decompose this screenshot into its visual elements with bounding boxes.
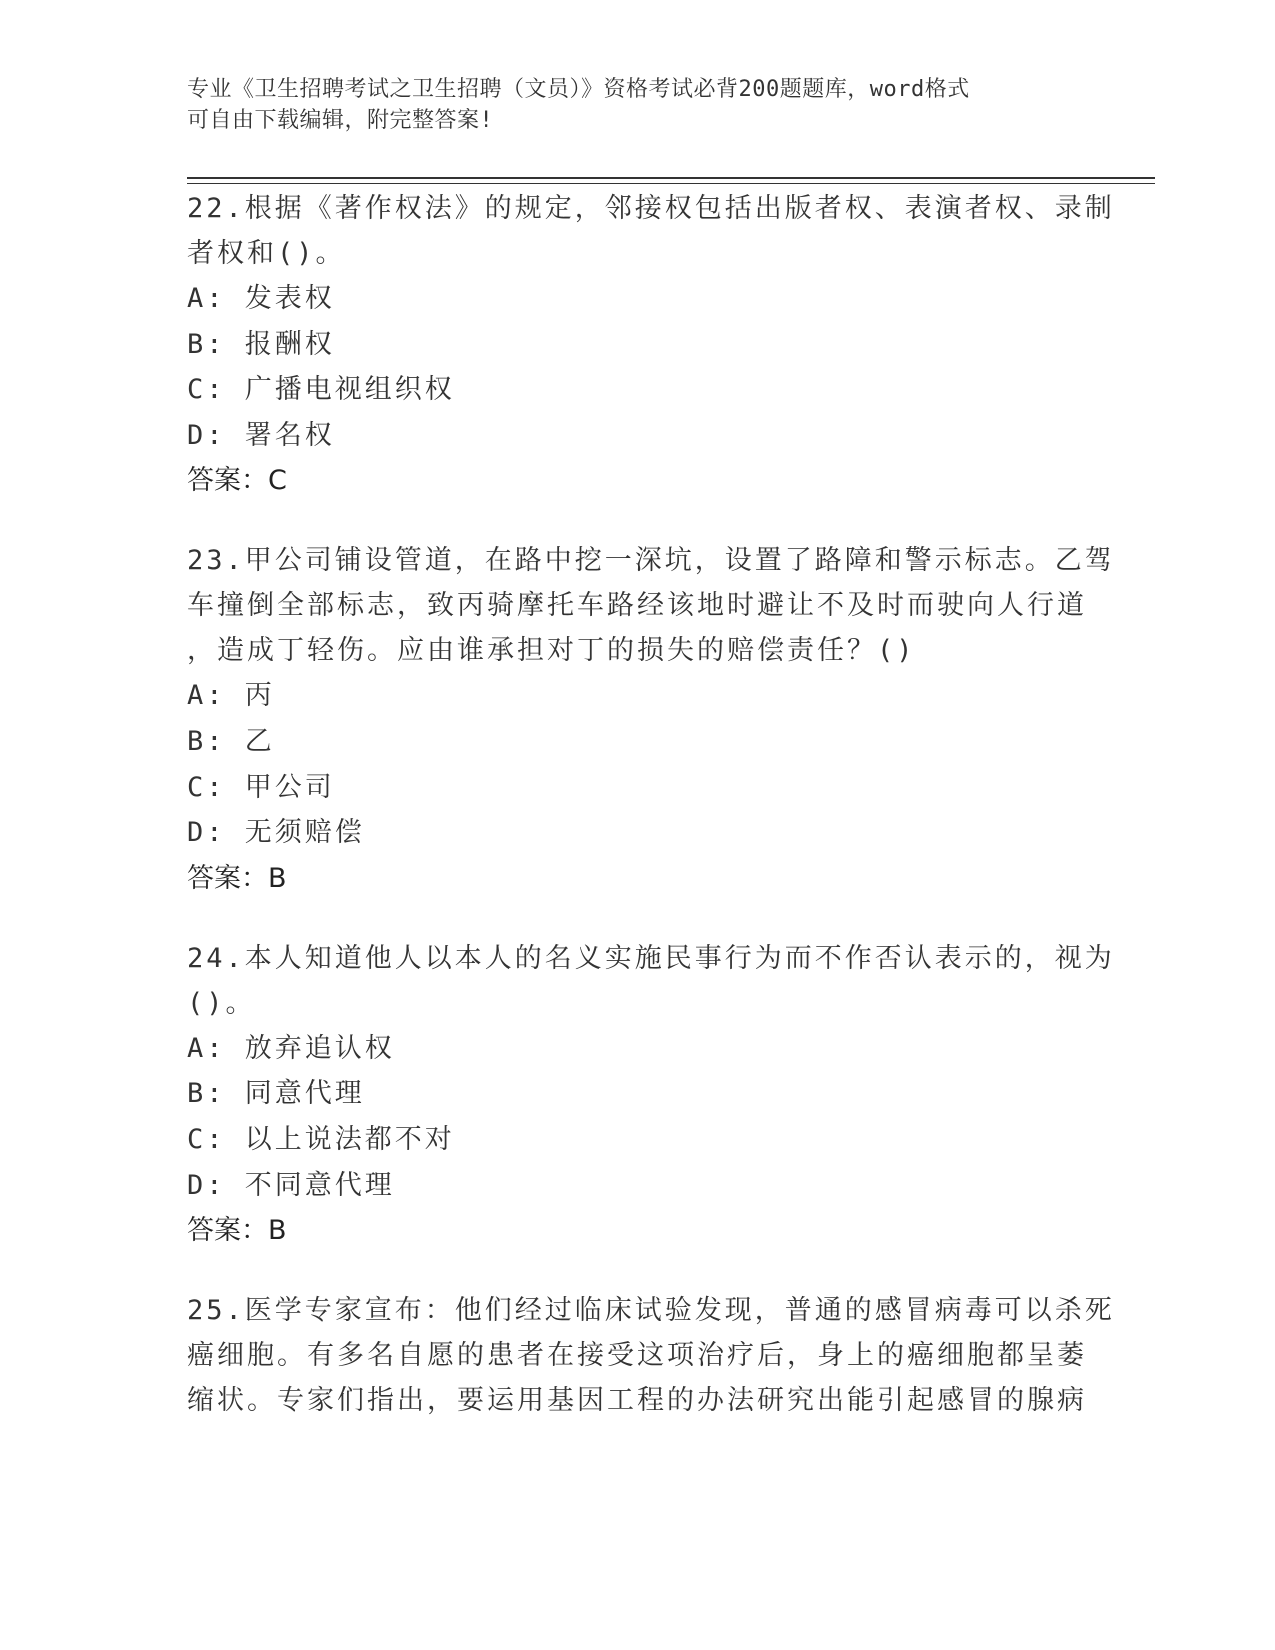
option-c: C: 以上说法都不对 xyxy=(187,1123,455,1155)
option-c: C: 甲公司 xyxy=(187,771,335,803)
option-c: C: 广播电视组织权 xyxy=(187,374,455,406)
header-divider-thin xyxy=(187,183,1155,184)
option-d: D: 署名权 xyxy=(187,419,335,451)
option-b: B: 报酬权 xyxy=(187,328,335,360)
option-a: A: 发表权 xyxy=(187,283,335,314)
question-text: 24.本人知道他人以本人的名义实施民事行为而不作否认表示的，视为 xyxy=(187,942,1115,974)
question-text: 车撞倒全部标志，致丙骑摩托车路经该地时避让不及时而驶向人行道 xyxy=(187,590,1087,622)
document-header xyxy=(187,74,1077,136)
question-text: ()。 xyxy=(187,987,256,1019)
header-line: 可自由下载编辑，附完整答案! xyxy=(187,108,494,133)
answer-text: 答案：B xyxy=(187,862,287,894)
question-text: 缩状。专家们指出，要运用基因工程的办法研究出能引起感冒的腺病 xyxy=(187,1385,1087,1417)
option-b: B: 乙 xyxy=(187,725,275,757)
question-text: 者权和()。 xyxy=(187,238,346,269)
question-text: 癌细胞。有多名自愿的患者在接受这项治疗后，身上的癌细胞都呈萎 xyxy=(187,1340,1087,1372)
question-item xyxy=(187,186,1115,504)
option-d: D: 不同意代理 xyxy=(187,1169,395,1201)
header-line: 专业《卫生招聘考试之卫生招聘（文员）》资格考试必背200题题库，word格式 xyxy=(187,77,970,102)
question-item xyxy=(187,1288,1115,1423)
question-text: ，造成丁轻伤。应由谁承担对丁的损失的赔偿责任？() xyxy=(187,635,916,667)
question-text: 25.医学专家宣布：他们经过临床试验发现，普通的感冒病毒可以杀死 xyxy=(187,1295,1115,1327)
answer-text: 答案：B xyxy=(187,1215,287,1247)
question-item xyxy=(187,936,1115,1254)
option-a: A: 放弃追认权 xyxy=(187,1032,395,1064)
option-a: A: 丙 xyxy=(187,680,275,712)
question-item xyxy=(187,538,1115,901)
option-b: B: 同意代理 xyxy=(187,1078,365,1110)
question-text: 23.甲公司铺设管道，在路中挖一深坑，设置了路障和警示标志。乙驾 xyxy=(187,545,1115,577)
header-divider xyxy=(187,177,1155,179)
question-list xyxy=(187,186,1115,1457)
answer-text: 答案：C xyxy=(187,465,287,497)
question-text: 22.根据《著作权法》的规定，邻接权包括出版者权、表演者权、录制 xyxy=(187,193,1115,224)
option-d: D: 无须赔偿 xyxy=(187,817,365,849)
